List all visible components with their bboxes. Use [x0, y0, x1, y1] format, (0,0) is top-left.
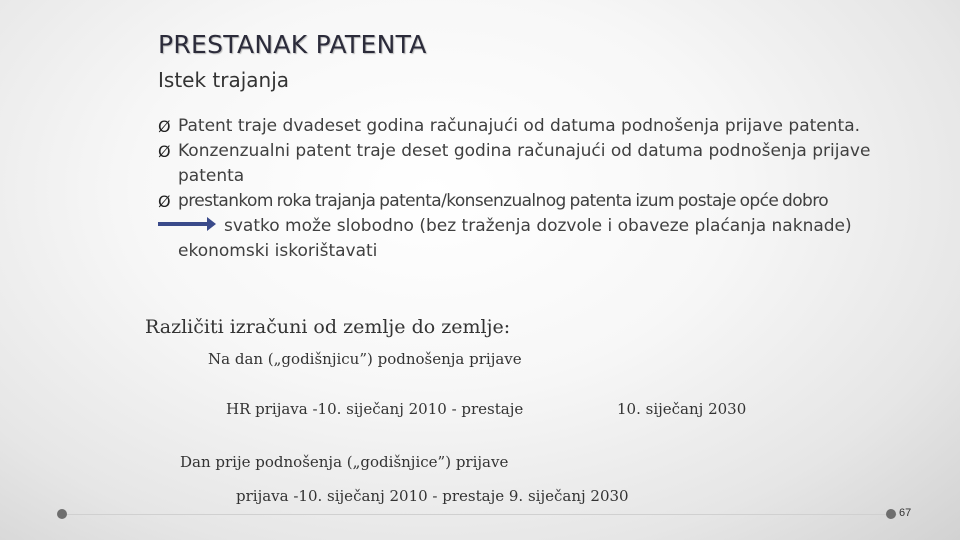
bullet-arrow-icon: Ø	[158, 142, 171, 161]
bullet-text-cont: patenta	[178, 166, 245, 186]
calc-heading: Različiti izračuni od zemlje do zemlje:	[145, 316, 511, 338]
bullet-item	[158, 114, 918, 139]
calc-day-before: Dan prije podnošenja („godišnjice”) prijave	[180, 453, 509, 471]
bullet-text-cont: ekonomski iskorištavati	[178, 241, 378, 261]
bullet-list	[158, 114, 918, 264]
bullet-text-cont: svatko može slobodno (bez traženja dozvole i obaveze plaćanja naknade)	[224, 216, 852, 236]
bullet-text: Konzenzualni patent traje deset godina računajući od datuma podnošenja prijave	[178, 141, 871, 161]
calc-application-line: prijava -10. siječanj 2010 - prestaje 9. siječanj 2030	[236, 487, 629, 505]
footer-divider	[62, 514, 897, 515]
bullet-item	[158, 189, 918, 264]
calc-hr-application: HR prijava -10. siječanj 2010 - prestaje	[226, 400, 524, 418]
bullet-arrow-icon: Ø	[158, 117, 171, 136]
bullet-text: Patent traje dvadeset godina računajući od datuma podnošenja prijave patenta.	[178, 116, 861, 136]
bullet-arrow-icon: Ø	[158, 192, 171, 211]
footer-dot-icon	[886, 509, 896, 519]
slide-title: PRESTANAK PATENTA	[158, 30, 427, 59]
slide-subtitle: Istek trajanja	[158, 68, 290, 92]
bullet-item	[158, 139, 918, 189]
bullet-text: prestankom roka trajanja patenta/konsenzualnog patenta izum postaje opće dobro	[178, 191, 829, 211]
footer-dot-icon	[57, 509, 67, 519]
right-arrow-icon	[158, 222, 208, 226]
page-number: 67	[899, 507, 912, 519]
calc-hr-end-date: 10. siječanj 2030	[617, 400, 747, 418]
calc-anniversary: Na dan („godišnjicu”) podnošenja prijave	[208, 350, 522, 368]
